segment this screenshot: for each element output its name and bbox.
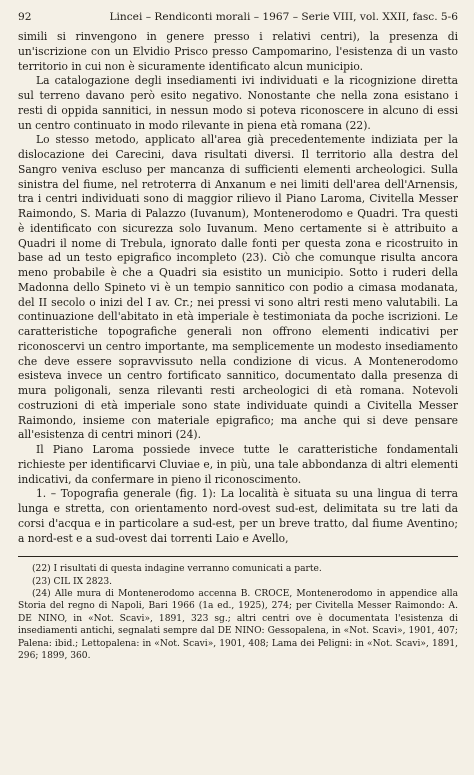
- main-text: [18, 30, 458, 546]
- running-title: Lincei – Rendiconti morali – 1967 – Serie VIII, vol. XXII, fasc. 5-6: [109, 11, 458, 23]
- page-number: 92: [18, 11, 32, 23]
- footnote: (24) Alle mura di Montenerodomo accenna B. CROCE, Montenerodomo in appendice alla Storia del regno di Napoli, Bari 1966 (1a ed., 1925), 274; per Civitella Messer Raimondo: A. DE NINO, in «Not. Scavi», 1891, 323 sg.; altri centri ove è documentata l'esistenza di insediamenti antichi, segnalati sempre dal DE NINO: Gessopalena, in «Not. Scavi», 1901, 407; Palena: ibid.; Lettopalena: in «Not. Scavi», 1901, 408; Lama dei Peligni: in «Not. Scavi», 1891, 296; 1899, 360.: [18, 589, 458, 662]
- page: [18, 10, 458, 663]
- footnote: (22) I risultati di questa indagine verranno comunicati a parte.: [32, 564, 322, 575]
- paragraph-continued: simili si rinvengono in genere presso i relativi centri), la presenza di un'iscrizione con un Elvidio Prisco presso Campomarino, l'esistenza di un vasto territorio in cui non è sicuramente identificato alcun municipio.: [18, 30, 458, 73]
- paragraph: La catalogazione degli insediamenti ivi individuati e la ricognizione diretta sul terreno davano però esito negativo. Nonostante che nella zona esistano i resti di oppida sannitici, in nessun modo si poteva riconoscere in alcuno di essi un centro continuato in modo rilevante in piena età romana (22).: [18, 74, 458, 132]
- running-header: [18, 10, 458, 24]
- section-topografia-generale: 1. – Topografia generale (fig. 1): La località è situata su una lingua di terra lunga e stretta, con orientamento nord-ovest sud-est, delimitata su tre lati da corsi d'acqua e in particolare a sud-est, per un breve tratto, dal fiume Aventino; a nord-est e a sud-ovest dai torrenti Laio e Avello,: [18, 487, 458, 545]
- footnote: (23) CIL IX 2823.: [32, 576, 113, 587]
- paragraph: Il Piano Laroma possiede invece tutte le caratteristiche fondamentali richieste per identificarvi Cluviae e, in più, una tale abbondanza di altri elementi indicativi, da confermare in pieno il riconoscimento.: [18, 443, 458, 486]
- paragraph: Lo stesso metodo, applicato all'area già precedentemente indiziata per la dislocazione dei Carecini, dava risultati diversi. Il territorio alla destra del Sangro veniva escluso per mancanza di sufficienti elementi archeologici. Sulla sinistra del fiume, nel retroterra di Anxanum e nei limiti dell'area dell'Arnensis, tra i centri individuati sono di maggior rilievo il Piano Laroma, Civitella Messer Raimondo, S. Maria di Palazzo (Iuvanum), Montenerodomo e Quadri. Tra questi è identificato con sicurezza solo Iuvanum. Meno certamente si è attribuito a Quadri il nome di Trebula, ignorato dalle fonti per questa zona e ricostruito in base ad un testo epigrafico incompleto (23). Ciò che comunque risulta ancora meno probabile è che a Quadri sia esistito un municipio. Sotto i ruderi della Madonna dello Spineto vi è un tempio sannitico con podio a cimasa modanata, del II secolo o inizi del I av. Cr.; nei pressi vi sono altri resti meno valutabili. La continuazione dell'abitato in età imperiale è testimoniata da poche iscrizioni. Le caratteristiche topografiche generali non offrono elementi indicativi per riconoscervi un centro importante, ma semplicemente un modesto insediamento che deve essere sopravvissuto nella condizione di vicus. A Montenerodomo esisteva invece un centro fortificato sannitico, documentato dalla presenza di mura poligonali, senza rilevanti resti archeologici di età romana. Notevoli costruzioni di età imperiale sono state individuate quindi a Civitella Messer Raimondo, insieme con materiale epigrafico; ma anche qui si deve pensare all'esistenza di centri minori (24).: [18, 133, 458, 442]
- footnote-divider: [18, 556, 458, 557]
- footnotes: [18, 563, 458, 662]
